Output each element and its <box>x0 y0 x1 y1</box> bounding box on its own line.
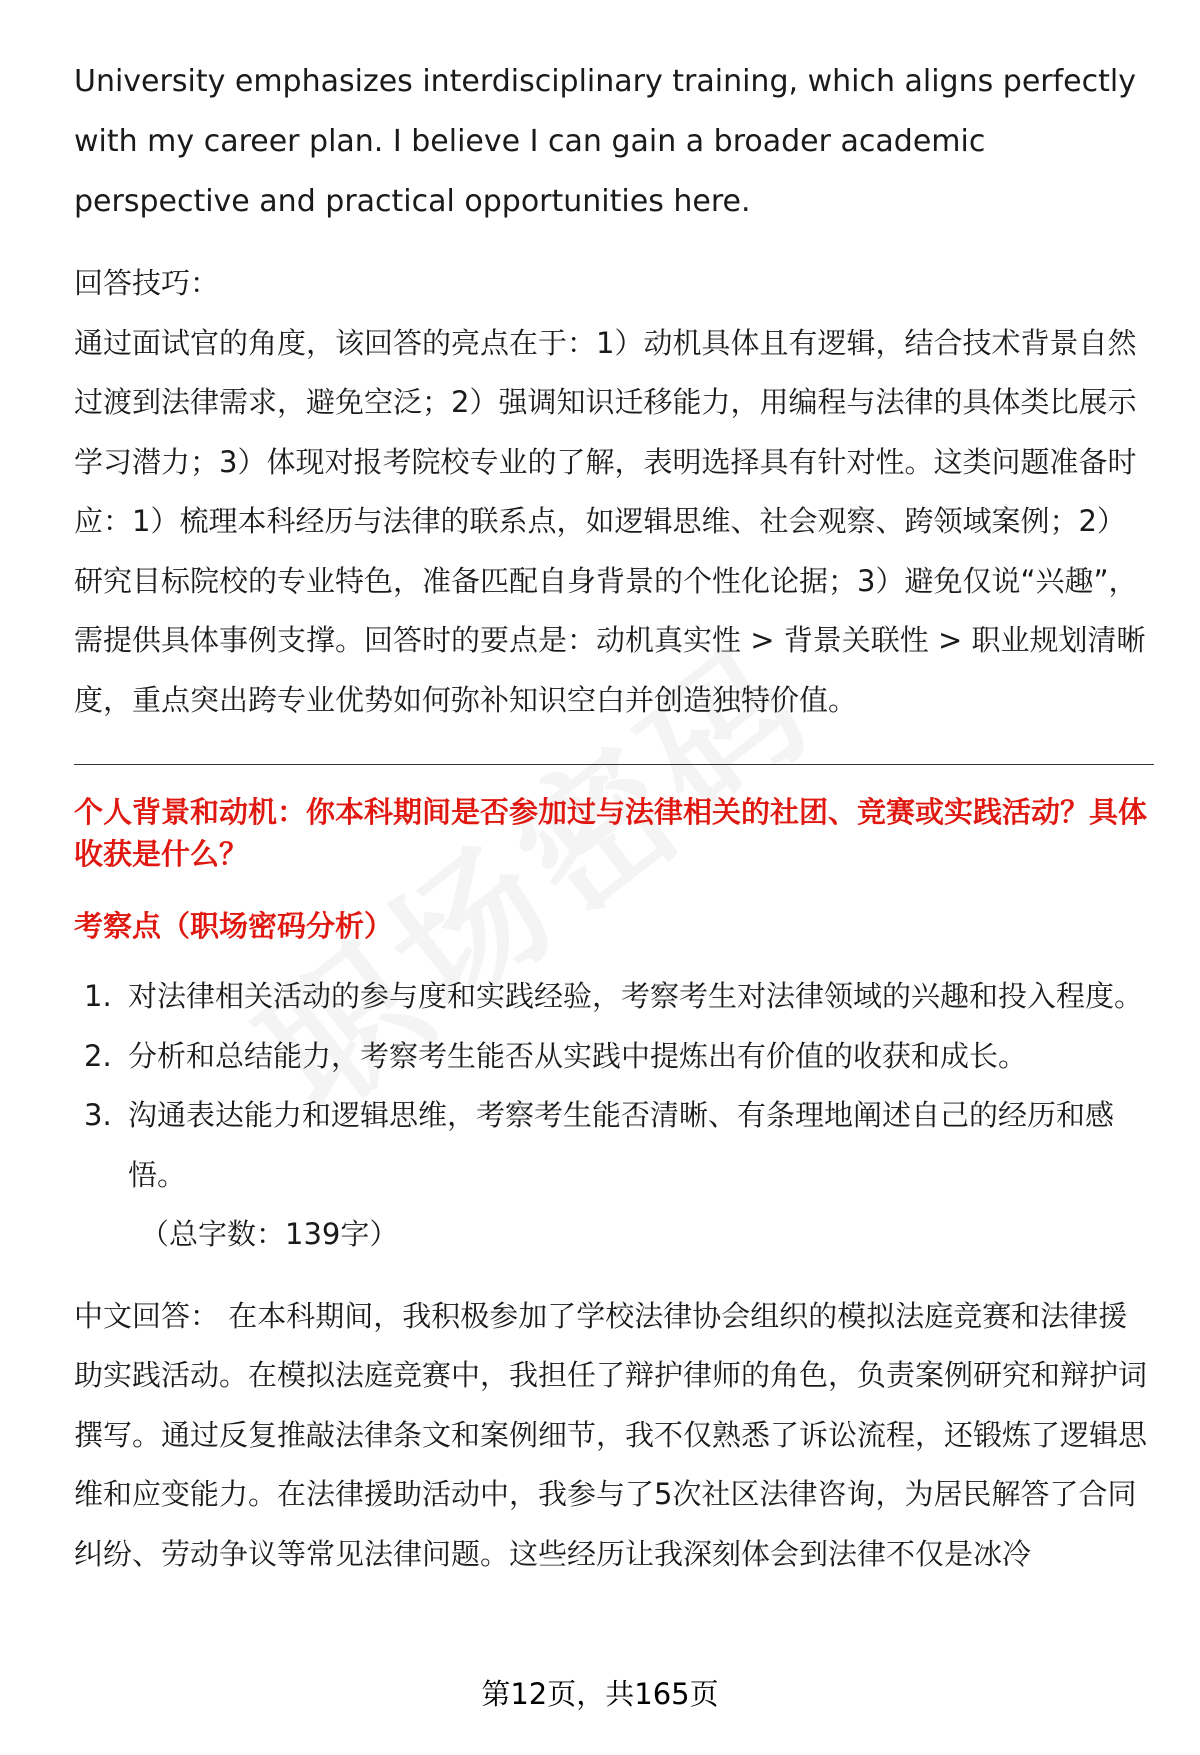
evaluation-points-list <box>74 967 1154 1205</box>
list-item-text: 对法律相关活动的参与度和实践经验，考察考生对法律领域的兴趣和投入程度。 <box>128 979 1144 1013</box>
answer-label: 中文回答： <box>74 1298 220 1333</box>
list-item-number: 1. <box>84 979 112 1013</box>
list-item <box>74 1027 1154 1087</box>
answer-paragraph <box>74 1287 1154 1585</box>
page-number-footer: 第12页，共165页 <box>481 1677 719 1711</box>
list-item <box>74 1086 1154 1205</box>
word-count: （总字数：139字） <box>140 1217 399 1251</box>
tips-body: 通过面试官的角度，该回答的亮点在于：1）动机具体且有逻辑，结合技术背景自然过渡到法律需求，避免空泛；2）强调知识迁移能力，用编程与法律的具体类比展示学习潜力；3）体现对报考院校专业的了解，表明选择具有针对性。这类问题准备时应：1）梳理本科经历与法律的联系点，如逻辑思维、社会观察、跨领域案例；2）研究目标院校的专业特色，准备匹配自身背景的个性化论据；3）避免仅说“兴趣”，需提供具体事例支撑。回答时的要点是：动机真实性 > 背景关联性 > 职业规划清晰度，重点突出跨专业优势如何弥补知识空白并创造独特价值。 <box>74 325 1146 717</box>
page-content <box>74 52 1154 1584</box>
list-item-text: 分析和总结能力，考察考生能否从实践中提炼出有价值的收获和成长。 <box>128 1038 1028 1073</box>
section-divider <box>74 764 1154 765</box>
list-item <box>74 967 1154 1027</box>
evaluation-points-heading: 考察点（职场密码分析） <box>74 909 394 943</box>
question-title: 个人背景和动机：你本科期间是否参加过与法律相关的社团、竞赛或实践活动？具体收获是什么？ <box>74 795 1148 871</box>
list-item-number: 2. <box>84 1038 112 1073</box>
intro-english-paragraph: University emphasizes interdisciplinary training, which aligns perfectly with my career plan. I believe I can gain a broader academic perspective and practical opportunities here. <box>74 64 1136 219</box>
list-item-number: 3. <box>84 1098 112 1132</box>
list-item-text: 沟通表达能力和逻辑思维，考察考生能否清晰、有条理地阐述自己的经历和感悟。 <box>128 1098 1115 1192</box>
answer-text: 在本科期间，我积极参加了学校法律协会组织的模拟法庭竞赛和法律援助实践活动。在模拟法庭竞赛中，我担任了辩护律师的角色，负责案例研究和辩护词撰写。通过反复推敲法律条文和案例细节，我不仅熟悉了诉讼流程，还锻炼了逻辑思维和应变能力。在法律援助活动中，我参与了5次社区法律咨询，为居民解答了合同纠纷、劳动争议等常见法律问题。这些经历让我深刻体会到法律不仅是冰冷 <box>74 1298 1148 1571</box>
tips-heading: 回答技巧： <box>74 266 220 300</box>
